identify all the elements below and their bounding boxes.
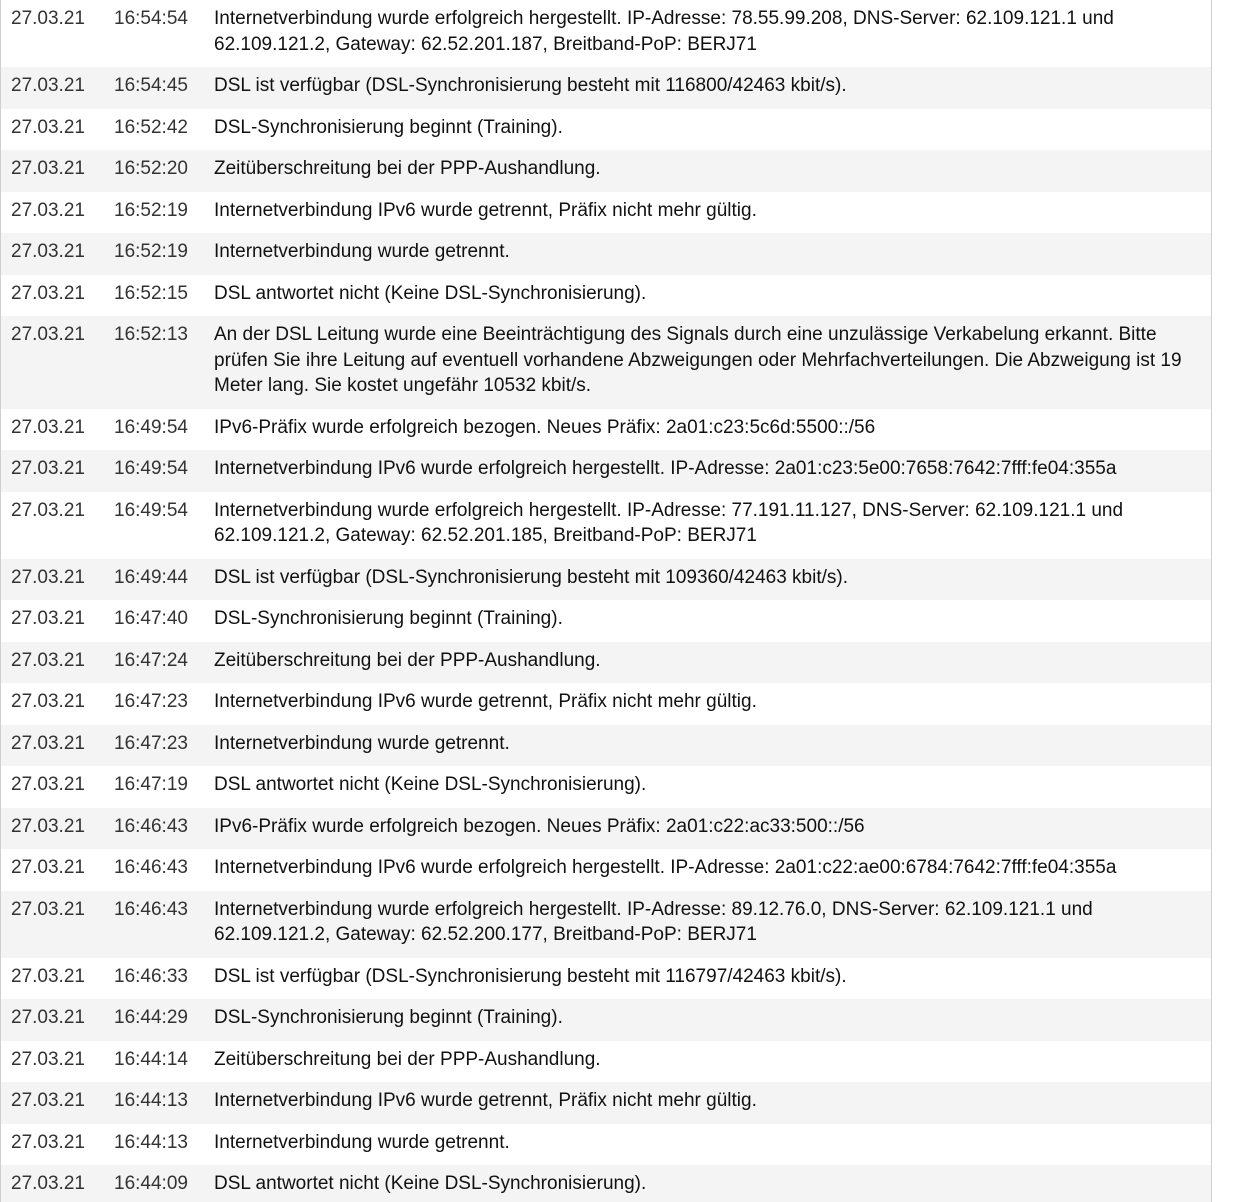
- log-row: [1, 849, 1211, 891]
- log-time: 16:54:54: [114, 8, 188, 29]
- log-message: Zeitüberschreitung bei der PPP-Aushandlung.: [214, 158, 601, 179]
- log-row: [1, 150, 1211, 192]
- log-row: [1, 409, 1211, 451]
- log-date: 27.03.21: [11, 774, 85, 795]
- log-date: 27.03.21: [11, 1131, 85, 1153]
- log-row: [1, 192, 1211, 234]
- log-time: 16:46:43: [114, 815, 188, 837]
- log-message: Internetverbindung wurde erfolgreich hergestellt. IP-Adresse: 77.191.11.127, DNS-Server: 62.109.121.1 und 62.109.121.2, Gateway: 62.52.201.185, Breitband-PoP: BERJ71: [214, 499, 1124, 546]
- log-date: 27.03.21: [11, 199, 85, 221]
- log-row: [1, 642, 1211, 684]
- log-message: Internetverbindung IPv6 wurde getrennt, Präfix nicht mehr gültig.: [214, 691, 757, 712]
- log-date: 27.03.21: [11, 1048, 85, 1070]
- log-time: 16:52:13: [114, 324, 188, 345]
- log-row: [1, 559, 1211, 601]
- log-row: [1, 1082, 1211, 1124]
- log-row: [1, 233, 1211, 275]
- log-date: 27.03.21: [11, 566, 85, 588]
- log-date: 27.03.21: [11, 499, 85, 521]
- log-time: 16:44:09: [114, 1173, 188, 1194]
- log-date: 27.03.21: [11, 241, 85, 262]
- log-row: [1, 0, 1211, 67]
- log-row: [1, 808, 1211, 850]
- log-time: 16:46:43: [114, 898, 188, 920]
- log-time: 16:52:42: [114, 116, 188, 138]
- log-time: 16:44:29: [114, 1007, 188, 1028]
- log-date: 27.03.21: [11, 1090, 85, 1111]
- log-message: Internetverbindung wurde erfolgreich hergestellt. IP-Adresse: 89.12.76.0, DNS-Server: 62.109.121.1 und 62.109.121.2, Gateway: 62.52.200.177, Breitband-PoP: BERJ71: [214, 898, 1093, 945]
- log-row: [1, 766, 1211, 808]
- log-row: [1, 999, 1211, 1041]
- log-message: IPv6-Präfix wurde erfolgreich bezogen. Neues Präfix: 2a01:c22:ac33:500::/56: [214, 815, 865, 837]
- log-date: 27.03.21: [11, 965, 85, 987]
- log-row: [1, 492, 1211, 559]
- log-time: 16:52:19: [114, 241, 188, 262]
- log-row: [1, 891, 1211, 958]
- log-message: Internetverbindung IPv6 wurde erfolgreich hergestellt. IP-Adresse: 2a01:c23:5e00:7658:7642:7fff:fe04:355a: [214, 458, 1117, 479]
- log-message: Internetverbindung wurde getrennt.: [214, 732, 510, 754]
- log-date: 27.03.21: [11, 898, 85, 920]
- log-row: [1, 725, 1211, 767]
- log-time: 16:52:20: [114, 158, 188, 179]
- log-message: Internetverbindung wurde getrennt.: [214, 241, 510, 262]
- log-time: 16:47:23: [114, 732, 188, 754]
- log-time: 16:49:54: [114, 416, 188, 438]
- log-date: 27.03.21: [11, 732, 85, 754]
- log-message: An der DSL Leitung wurde eine Beeinträchtigung des Signals durch eine unzulässige Verkabelung erkannt. Bitte prüfen Sie ihre Leitung auf eventuell vorhandene Abzweigungen oder Mehrfachverteilungen. Die Abzweigung ist 19 Meter lang. Sie kostet ungefähr 10532 kbit/s.: [214, 324, 1182, 396]
- log-time: 16:44:14: [114, 1048, 188, 1070]
- log-date: 27.03.21: [11, 158, 85, 179]
- log-message: Zeitüberschreitung bei der PPP-Aushandlung.: [214, 649, 601, 671]
- log-message: DSL ist verfügbar (DSL-Synchronisierung besteht mit 109360/42463 kbit/s).: [214, 566, 849, 588]
- log-date: 27.03.21: [11, 75, 85, 96]
- log-date: 27.03.21: [11, 691, 85, 712]
- log-time: 16:47:19: [114, 774, 188, 795]
- log-row: [1, 1041, 1211, 1083]
- log-date: 27.03.21: [11, 608, 85, 629]
- log-time: 16:49:54: [114, 458, 188, 479]
- log-date: 27.03.21: [11, 1173, 85, 1194]
- log-message: DSL antwortet nicht (Keine DSL-Synchronisierung).: [214, 774, 647, 795]
- log-message: Internetverbindung IPv6 wurde getrennt, Präfix nicht mehr gültig.: [214, 1090, 757, 1111]
- log-message: DSL ist verfügbar (DSL-Synchronisierung besteht mit 116800/42463 kbit/s).: [214, 75, 847, 96]
- log-message: Internetverbindung IPv6 wurde erfolgreich hergestellt. IP-Adresse: 2a01:c22:ae00:6784:7642:7fff:fe04:355a: [214, 857, 1117, 878]
- log-row: [1, 275, 1211, 317]
- log-message: Internetverbindung wurde getrennt.: [214, 1131, 510, 1153]
- log-time: 16:47:24: [114, 649, 188, 671]
- log-time: 16:47:23: [114, 691, 188, 712]
- log-row: [1, 1124, 1211, 1166]
- log-message: DSL-Synchronisierung beginnt (Training).: [214, 608, 563, 629]
- log-row: [1, 109, 1211, 151]
- log-time: 16:52:15: [114, 282, 188, 304]
- log-message: IPv6-Präfix wurde erfolgreich bezogen. Neues Präfix: 2a01:c23:5c6d:5500::/56: [214, 416, 876, 438]
- log-date: 27.03.21: [11, 1007, 85, 1028]
- log-date: 27.03.21: [11, 8, 85, 29]
- log-row: [1, 683, 1211, 725]
- log-message: Internetverbindung wurde erfolgreich hergestellt. IP-Adresse: 78.55.99.208, DNS-Server: 62.109.121.1 und 62.109.121.2, Gateway: 62.52.201.187, Breitband-PoP: BERJ71: [214, 8, 1114, 55]
- log-message: DSL antwortet nicht (Keine DSL-Synchronisierung).: [214, 1173, 647, 1194]
- log-date: 27.03.21: [11, 649, 85, 671]
- log-date: 27.03.21: [11, 458, 85, 479]
- log-message: Zeitüberschreitung bei der PPP-Aushandlung.: [214, 1048, 601, 1070]
- log-row: [1, 1165, 1211, 1202]
- log-row: [1, 316, 1211, 409]
- log-message: DSL ist verfügbar (DSL-Synchronisierung besteht mit 116797/42463 kbit/s).: [214, 965, 847, 987]
- log-time: 16:54:45: [114, 75, 188, 96]
- log-row: [1, 958, 1211, 1000]
- log-row: [1, 600, 1211, 642]
- log-time: 16:49:44: [114, 566, 188, 588]
- log-time: 16:47:40: [114, 608, 188, 629]
- log-message: DSL-Synchronisierung beginnt (Training).: [214, 1007, 563, 1028]
- log-time: 16:44:13: [114, 1131, 188, 1153]
- log-message: DSL-Synchronisierung beginnt (Training).: [214, 116, 563, 138]
- log-message: Internetverbindung IPv6 wurde getrennt, Präfix nicht mehr gültig.: [214, 199, 757, 221]
- log-date: 27.03.21: [11, 815, 85, 837]
- log-date: 27.03.21: [11, 324, 85, 345]
- log-date: 27.03.21: [11, 282, 85, 304]
- log-date: 27.03.21: [11, 416, 85, 438]
- log-date: 27.03.21: [11, 857, 85, 878]
- log-row: [1, 450, 1211, 492]
- log-time: 16:46:33: [114, 965, 188, 987]
- log-time: 16:44:13: [114, 1090, 188, 1111]
- log-message: DSL antwortet nicht (Keine DSL-Synchronisierung).: [214, 282, 647, 304]
- log-time: 16:46:43: [114, 857, 188, 878]
- event-log-rows: [1, 0, 1211, 1202]
- log-date: 27.03.21: [11, 116, 85, 138]
- log-time: 16:49:54: [114, 499, 188, 521]
- log-row: [1, 67, 1211, 109]
- log-time: 16:52:19: [114, 199, 188, 221]
